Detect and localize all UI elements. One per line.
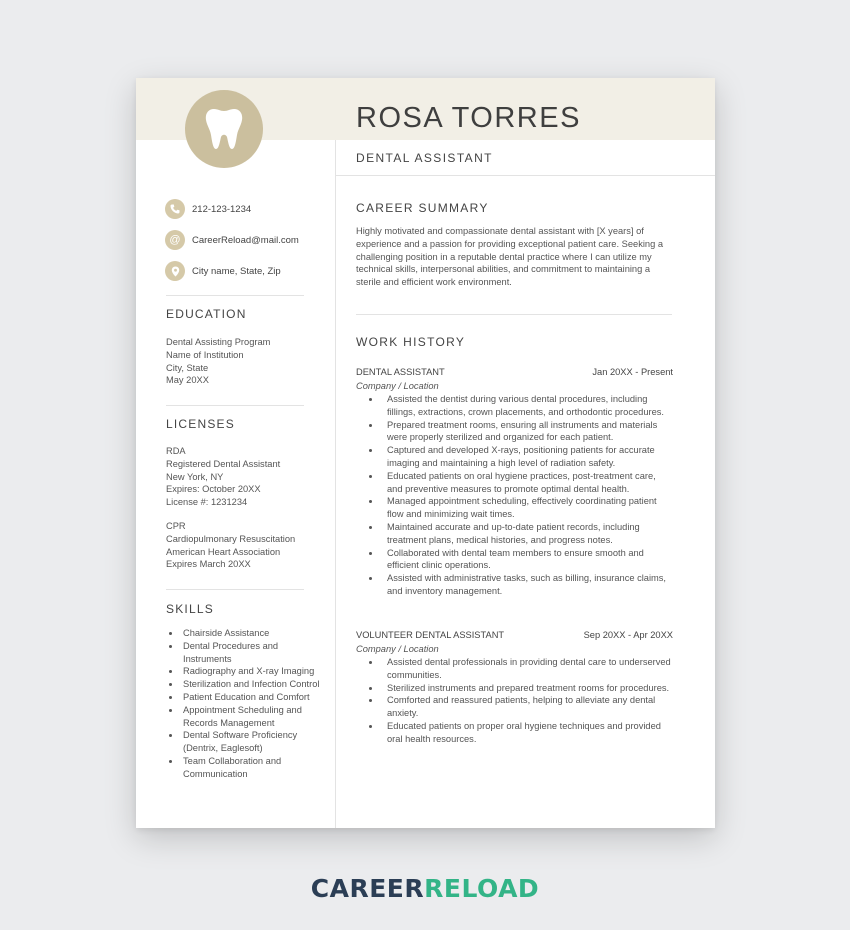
job-title: DENTAL ASSISTANT bbox=[356, 151, 493, 165]
logo-part-2: RELOAD bbox=[424, 874, 540, 903]
location-text: City name, State, Zip bbox=[192, 265, 281, 277]
divider bbox=[166, 295, 304, 296]
skill-item: Radiography and X-ray Imaging bbox=[166, 665, 326, 678]
license-cpr bbox=[166, 520, 295, 571]
job-bullets bbox=[356, 393, 673, 598]
career-summary-text: Highly motivated and compassionate dental assistant with [X years] of experience and a passion for providing exceptional patient care. Seeking a challenging position in a reputable dental practice where I can utilize my technical skills, interpersonal abilities, and commitment to maintaining a sterile and efficient work environment. bbox=[356, 226, 663, 288]
skills-list bbox=[166, 627, 326, 781]
job-location: Company / Location bbox=[356, 381, 439, 391]
skill-item: Dental Software Proficiency (Dentrix, Eaglesoft) bbox=[166, 729, 326, 755]
job-bullet: Prepared treatment rooms, ensuring all instruments and materials were properly sterilized and organized for each patient. bbox=[387, 419, 673, 445]
divider bbox=[356, 314, 672, 315]
contact-location bbox=[165, 261, 281, 281]
skill-item: Chairside Assistance bbox=[166, 627, 326, 640]
license-rda bbox=[166, 445, 280, 509]
license-line: CPR bbox=[166, 521, 186, 531]
work-history-heading: WORK HISTORY bbox=[356, 335, 466, 349]
tooth-icon bbox=[205, 107, 243, 151]
skill-item: Sterilization and Infection Control bbox=[166, 678, 326, 691]
career-summary-heading: CAREER SUMMARY bbox=[356, 201, 489, 215]
job-bullet: Assisted with administrative tasks, such as billing, insurance claims, and inventory management. bbox=[387, 572, 673, 598]
job-bullet: Managed appointment scheduling, effectively coordinating patient flow and minimizing wait times. bbox=[387, 495, 673, 521]
logo-part-1: CAREER bbox=[310, 874, 425, 903]
location-pin-icon bbox=[165, 261, 185, 281]
job-bullet: Educated patients on proper oral hygiene techniques and provided oral health resources. bbox=[387, 720, 673, 746]
contact-phone bbox=[165, 199, 251, 219]
skill-item: Dental Procedures and Instruments bbox=[166, 640, 326, 666]
job-title: DENTAL ASSISTANT bbox=[356, 367, 445, 377]
job-bullet: Assisted the dentist during various dental procedures, including fillings, extractions, crown placements, and orthodontic procedures. bbox=[387, 393, 673, 419]
education-line: May 20XX bbox=[166, 375, 209, 386]
education-line: Dental Assisting Program bbox=[166, 337, 271, 347]
license-line: Registered Dental Assistant bbox=[166, 458, 281, 469]
job-dates: Jan 20XX - Present bbox=[592, 367, 673, 377]
job-header bbox=[356, 630, 673, 640]
phone-icon bbox=[165, 199, 185, 219]
careerreload-logo bbox=[0, 874, 850, 903]
education-heading: EDUCATION bbox=[166, 307, 247, 321]
column-divider bbox=[335, 140, 336, 828]
license-line: Cardiopulmonary Resuscitation bbox=[166, 533, 296, 544]
profile-circle bbox=[185, 90, 263, 168]
job-bullet: Educated patients on oral hygiene practices, post-treatment care, and preventive measures to promote optimal dental health. bbox=[387, 470, 673, 496]
divider bbox=[166, 589, 304, 590]
divider bbox=[166, 405, 304, 406]
job-bullet: Assisted dental professionals in providing dental care to underserved communities. bbox=[387, 656, 673, 682]
job-header bbox=[356, 367, 673, 377]
job-title: VOLUNTEER DENTAL ASSISTANT bbox=[356, 630, 505, 640]
skills-heading: SKILLS bbox=[166, 602, 214, 616]
license-line: Expires: October 20XX bbox=[166, 484, 261, 495]
job-bullet: Collaborated with dental team members to ensure smooth and efficient clinic operations. bbox=[387, 547, 673, 573]
education-block bbox=[166, 336, 270, 387]
job-bullet: Comforted and reassured patients, helping to alleviate any dental anxiety. bbox=[387, 694, 673, 720]
job-bullets bbox=[356, 656, 673, 746]
license-line: License #: 1231234 bbox=[166, 497, 248, 508]
license-line: Expires March 20XX bbox=[166, 559, 251, 570]
job-bullet: Captured and developed X-rays, positioning patients for accurate imaging and maintaining a high level of radiation safety. bbox=[387, 444, 673, 470]
at-icon: @ bbox=[165, 230, 185, 250]
job-entry bbox=[356, 367, 673, 598]
skill-item: Appointment Scheduling and Records Management bbox=[166, 704, 326, 730]
resume-page bbox=[136, 78, 715, 828]
job-location: Company / Location bbox=[356, 644, 439, 654]
skill-item: Patient Education and Comfort bbox=[166, 691, 326, 704]
job-bullet: Sterilized instruments and prepared treatment rooms for procedures. bbox=[387, 682, 673, 695]
phone-text: 212-123-1234 bbox=[192, 203, 252, 215]
education-line: Name of Institution bbox=[166, 349, 244, 360]
candidate-name: ROSA TORRES bbox=[356, 102, 581, 134]
job-bullet: Maintained accurate and up-to-date patient records, including treatment plans, medical histories, and progress notes. bbox=[387, 521, 673, 547]
email-text: CareerReload@mail.com bbox=[192, 234, 299, 246]
license-line: New York, NY bbox=[166, 471, 224, 482]
skill-item: Team Collaboration and Communication bbox=[166, 755, 326, 781]
job-entry bbox=[356, 630, 673, 746]
licenses-heading: LICENSES bbox=[166, 417, 235, 431]
license-line: American Heart Association bbox=[166, 546, 281, 557]
license-line: RDA bbox=[166, 446, 186, 456]
education-line: City, State bbox=[166, 362, 209, 373]
contact-email bbox=[165, 230, 299, 250]
job-dates: Sep 20XX - Apr 20XX bbox=[583, 630, 673, 640]
